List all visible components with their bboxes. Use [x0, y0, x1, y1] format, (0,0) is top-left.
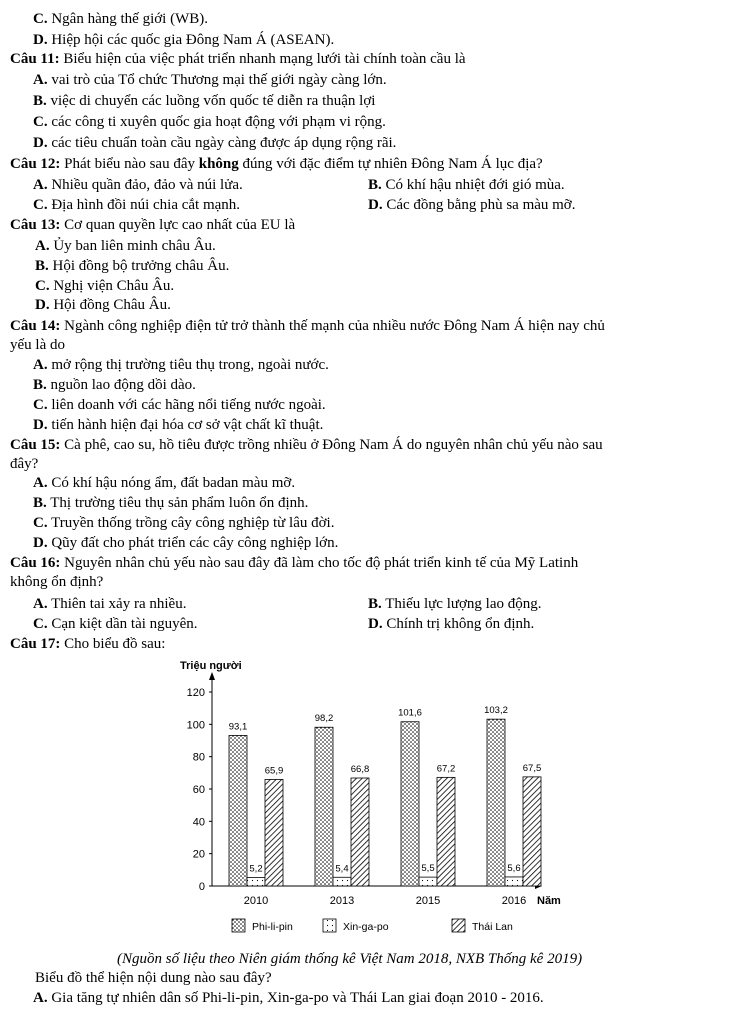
- bar-xin-ga-po: [333, 877, 351, 886]
- x-tick-label: 2010: [243, 895, 269, 907]
- bar-phi-li-pin: [487, 719, 505, 886]
- q11-option-a: A. vai trò của Tổ chức Thương mại thế giới ngày càng lớn.: [33, 72, 387, 88]
- x-tick-label: 2015: [415, 895, 441, 907]
- option-c: C. Ngân hàng thế giới (WB).: [33, 11, 208, 27]
- q16-option-a: A. Thiên tai xảy ra nhiều.: [33, 596, 187, 612]
- bar-th-i-lan: [437, 777, 455, 886]
- y-tick-label: 40: [192, 816, 205, 829]
- x-tick-label: 2016: [501, 895, 527, 907]
- data-label: 67,5: [522, 762, 542, 774]
- data-label: 5,4: [335, 863, 349, 875]
- q13-option-a: A. Ủy ban liên minh châu Âu.: [35, 238, 216, 254]
- q14-option-d: D. tiến hành hiện đại hóa cơ sở vật chất kĩ thuật.: [33, 417, 324, 433]
- bar-th-i-lan: [523, 777, 541, 886]
- question-16: Câu 16: Nguyên nhân chủ yếu nào sau đây đã làm cho tốc độ phát triển kinh tế của Mỹ Latinh: [10, 555, 579, 571]
- data-label: 5,2: [249, 863, 263, 875]
- legend-swatch: [323, 919, 336, 932]
- question-12: Câu 12: Phát biểu nào sau đây không đúng với đặc điểm tự nhiên Đông Nam Á lục địa?: [10, 156, 543, 172]
- data-label: 67,2: [436, 763, 456, 775]
- data-label: 65,9: [264, 765, 284, 777]
- bar-phi-li-pin: [315, 727, 333, 886]
- question-14-cont: yếu là do: [10, 337, 65, 353]
- data-label: 66,8: [350, 764, 370, 776]
- q11-option-d: D. các tiêu chuẩn toàn cầu ngày càng được áp dụng rộng rãi.: [33, 135, 397, 151]
- population-bar-chart: [170, 653, 570, 948]
- data-label: 5,5: [421, 863, 435, 875]
- y-tick-label: 20: [192, 848, 205, 861]
- q14-option-a: A. mở rộng thị trường tiêu thụ trong, ngoài nước.: [33, 357, 329, 373]
- y-tick-label: 120: [186, 687, 205, 699]
- q12-option-c: C. Địa hình đồi núi chia cắt mạnh.: [33, 197, 241, 213]
- q12-option-a: A. Nhiều quần đảo, đảo và núi lửa.: [33, 177, 243, 193]
- legend-label: Phi-li-pin: [252, 921, 293, 933]
- bar-phi-li-pin: [229, 735, 247, 886]
- question-16-cont: không ổn định?: [10, 574, 104, 590]
- question-17: Câu 17: Cho biểu đồ sau:: [10, 636, 166, 652]
- question-14: Câu 14: Ngành công nghiệp điện tử trở thành thế mạnh của nhiều nước Đông Nam Á hiện nay chủ: [10, 318, 605, 334]
- data-label: 93,1: [228, 721, 248, 733]
- q13-option-d: D. Hội đồng Châu Âu.: [35, 297, 171, 313]
- q16-option-d: D. Chính trị không ổn định.: [368, 616, 535, 632]
- y-tick-label: 60: [192, 784, 205, 796]
- legend-swatch: [452, 919, 465, 932]
- question-13: Câu 13: Cơ quan quyền lực cao nhất của EU là: [10, 217, 296, 233]
- q12-option-b: B. Có khí hậu nhiệt đới gió mùa.: [368, 177, 565, 193]
- question-11: Câu 11: Biểu hiện của việc phát triển nhanh mạng lưới tài chính toàn cầu là: [10, 51, 466, 67]
- data-label: 5,6: [507, 862, 521, 874]
- data-label: 103,2: [484, 705, 508, 717]
- q14-option-c: C. liên doanh với các hãng nổi tiếng nước ngoài.: [33, 397, 326, 413]
- x-axis-label: Năm: [537, 895, 561, 907]
- data-source-note: (Nguồn số liệu theo Niên giám thống kê Việt Nam 2018, NXB Thống kê 2019): [117, 951, 583, 967]
- y-tick-label: 80: [192, 751, 205, 764]
- question-17-prompt: Biểu đồ thể hiện nội dung nào sau đây?: [35, 970, 272, 986]
- question-15: Câu 15: Cà phê, cao su, hồ tiêu được trồng nhiều ở Đông Nam Á do nguyên nhân chủ yếu nào sau: [10, 437, 603, 453]
- q15-option-b: B. Thị trường tiêu thụ sản phẩm luôn ổn định.: [33, 495, 309, 511]
- q15-option-d: D. Qũy đất cho phát triển các cây công nghiệp lớn.: [33, 535, 339, 551]
- legend-swatch: [232, 919, 245, 932]
- q16-option-c: C. Cạn kiệt dần tài nguyên.: [33, 616, 198, 632]
- bar-xin-ga-po: [419, 877, 437, 886]
- bar-xin-ga-po: [247, 878, 265, 886]
- q12-option-d: D. Các đồng bằng phù sa màu mỡ.: [368, 197, 576, 213]
- question-15-cont: đây?: [10, 456, 39, 472]
- y-tick-label: 0: [198, 881, 205, 893]
- q16-option-b: B. Thiếu lực lượng lao động.: [368, 596, 542, 612]
- q11-option-c: C. các công ti xuyên quốc gia hoạt động với phạm vi rộng.: [33, 114, 386, 130]
- q14-option-b: B. nguồn lao động dồi dào.: [33, 377, 196, 393]
- x-tick-label: 2013: [329, 895, 355, 907]
- legend-label: Xin-ga-po: [343, 921, 389, 933]
- q15-option-c: C. Truyền thống trồng cây công nghiệp từ lâu đời.: [33, 515, 335, 531]
- q15-option-a: A. Có khí hậu nóng ẩm, đất badan màu mỡ.: [33, 475, 296, 491]
- option-d: D. Hiệp hội các quốc gia Đông Nam Á (ASEAN).: [33, 32, 335, 48]
- bar-phi-li-pin: [401, 722, 419, 886]
- data-label: 101,6: [398, 707, 422, 719]
- q17-option-a: A. Gia tăng tự nhiên dân số Phi-li-pin, Xin-ga-po và Thái Lan giai đoạn 2010 - 2016.: [33, 990, 544, 1006]
- bar-th-i-lan: [351, 778, 369, 886]
- q13-option-b: B. Hội đồng bộ trưởng châu Âu.: [35, 258, 230, 274]
- bar-th-i-lan: [265, 779, 283, 886]
- y-tick-label: 100: [186, 719, 205, 732]
- y-axis-arrow: [209, 672, 215, 680]
- legend-label: Thái Lan: [472, 921, 513, 933]
- data-label: 98,2: [314, 713, 334, 725]
- bar-xin-ga-po: [505, 877, 523, 886]
- q13-option-c: C. Nghị viện Châu Âu.: [35, 278, 175, 294]
- y-axis-label: Triệu người: [180, 660, 242, 672]
- q11-option-b: B. việc di chuyển các luồng vốn quốc tế diễn ra thuận lợi: [33, 93, 376, 109]
